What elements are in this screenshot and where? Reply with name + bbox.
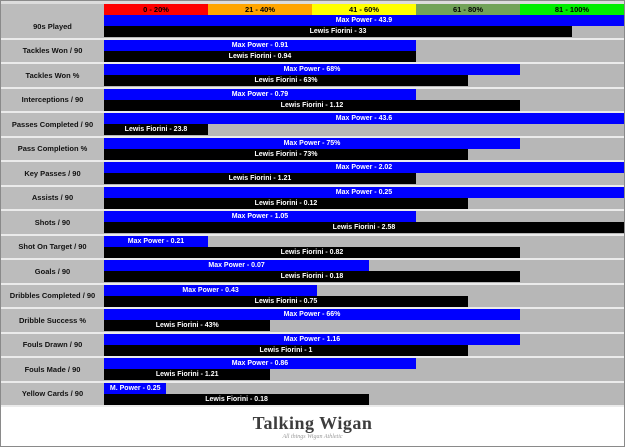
bar-lewis-fiorini: Lewis Fiorini - 73% bbox=[104, 149, 468, 160]
bar-track bbox=[104, 113, 624, 124]
bar-track bbox=[104, 236, 624, 247]
category-group bbox=[1, 138, 624, 163]
bar-track bbox=[104, 64, 624, 75]
bar-lewis-fiorini: Lewis Fiorini - 0.12 bbox=[104, 198, 468, 209]
category-bars bbox=[104, 285, 624, 308]
bar-max-power: Max Power - 2.02 bbox=[104, 162, 624, 173]
bar-track bbox=[104, 51, 624, 62]
bar-track bbox=[104, 149, 624, 160]
category-group bbox=[1, 285, 624, 310]
bar-track bbox=[104, 345, 624, 356]
category-label: Pass Completion % bbox=[1, 138, 104, 161]
legend bbox=[104, 4, 624, 15]
category-label: Shots / 90 bbox=[1, 211, 104, 234]
bar-max-power: Max Power - 68% bbox=[104, 64, 520, 75]
bar-track bbox=[104, 89, 624, 100]
category-bars bbox=[104, 236, 624, 259]
category-bars bbox=[104, 334, 624, 357]
category-group bbox=[1, 187, 624, 212]
bar-lewis-fiorini: Lewis Fiorini - 1 bbox=[104, 345, 468, 356]
bar-lewis-fiorini: Lewis Fiorini - 0.75 bbox=[104, 296, 468, 307]
category-group bbox=[1, 64, 624, 89]
category-group bbox=[1, 113, 624, 138]
category-group bbox=[1, 89, 624, 114]
bar-max-power: Max Power - 0.25 bbox=[104, 187, 624, 198]
bar-lewis-fiorini: Lewis Fiorini - 0.18 bbox=[104, 271, 520, 282]
category-label: Dribble Success % bbox=[1, 309, 104, 332]
bar-lewis-fiorini: Lewis Fiorini - 2.58 bbox=[104, 222, 624, 233]
category-bars bbox=[104, 40, 624, 63]
bar-max-power: Max Power - 43.9 bbox=[104, 15, 624, 26]
category-group bbox=[1, 162, 624, 187]
bar-max-power: M. Power - 0.25 bbox=[104, 383, 166, 394]
category-bars bbox=[104, 187, 624, 210]
bar-lewis-fiorini: Lewis Fiorini - 0.18 bbox=[104, 394, 369, 405]
bar-lewis-fiorini: Lewis Fiorini - 1.21 bbox=[104, 369, 270, 380]
bar-track bbox=[104, 124, 624, 135]
bar-max-power: Max Power - 0.91 bbox=[104, 40, 416, 51]
category-bars bbox=[104, 113, 624, 136]
category-label: Tackles Won % bbox=[1, 64, 104, 87]
category-label: Yellow Cards / 90 bbox=[1, 383, 104, 406]
category-label: Tackles Won / 90 bbox=[1, 40, 104, 63]
bar-track bbox=[104, 162, 624, 173]
category-label: Fouls Drawn / 90 bbox=[1, 334, 104, 357]
category-bars bbox=[104, 162, 624, 185]
category-label: Goals / 90 bbox=[1, 260, 104, 283]
bar-track bbox=[104, 222, 624, 233]
category-group bbox=[1, 211, 624, 236]
bar-track bbox=[104, 138, 624, 149]
category-group bbox=[1, 236, 624, 261]
bar-track bbox=[104, 40, 624, 51]
bar-track bbox=[104, 260, 624, 271]
bar-lewis-fiorini: Lewis Fiorini - 23.8 bbox=[104, 124, 208, 135]
bar-track bbox=[104, 383, 624, 394]
category-group bbox=[1, 383, 624, 408]
footer-brand: Talking Wigan bbox=[252, 412, 373, 433]
legend-item: 21 - 40% bbox=[208, 4, 312, 15]
bar-track bbox=[104, 296, 624, 307]
bar-track bbox=[104, 320, 624, 331]
bar-max-power: Max Power - 0.43 bbox=[104, 285, 317, 296]
bar-track bbox=[104, 100, 624, 111]
bar-track bbox=[104, 285, 624, 296]
category-bars bbox=[104, 358, 624, 381]
legend-item: 41 - 60% bbox=[312, 4, 416, 15]
category-label: 90s Played bbox=[1, 15, 104, 38]
bar-track bbox=[104, 309, 624, 320]
bar-track bbox=[104, 247, 624, 258]
category-group bbox=[1, 309, 624, 334]
category-bars bbox=[104, 64, 624, 87]
legend-spacer bbox=[1, 4, 104, 15]
category-label: Passes Completed / 90 bbox=[1, 113, 104, 136]
bar-track bbox=[104, 26, 624, 37]
bar-track bbox=[104, 358, 624, 369]
bar-track bbox=[104, 15, 624, 26]
bar-track bbox=[104, 75, 624, 86]
category-bars bbox=[104, 211, 624, 234]
bar-lewis-fiorini: Lewis Fiorini - 33 bbox=[104, 26, 572, 37]
bar-max-power: Max Power - 66% bbox=[104, 309, 520, 320]
category-bars bbox=[104, 138, 624, 161]
bar-track bbox=[104, 369, 624, 380]
category-label: Interceptions / 90 bbox=[1, 89, 104, 112]
bar-track bbox=[104, 211, 624, 222]
rows bbox=[1, 15, 624, 407]
footer bbox=[1, 407, 624, 446]
legend-item: 0 - 20% bbox=[104, 4, 208, 15]
category-group bbox=[1, 260, 624, 285]
bar-max-power: Max Power - 1.16 bbox=[104, 334, 520, 345]
bar-track bbox=[104, 173, 624, 184]
category-group bbox=[1, 15, 624, 40]
bar-track bbox=[104, 334, 624, 345]
footer-tagline: All things Wigan Athletic bbox=[282, 433, 343, 440]
category-bars bbox=[104, 260, 624, 283]
bar-lewis-fiorini: Lewis Fiorini - 0.94 bbox=[104, 51, 416, 62]
category-group bbox=[1, 334, 624, 359]
category-label: Dribbles Completed / 90 bbox=[1, 285, 104, 308]
category-bars bbox=[104, 309, 624, 332]
bar-lewis-fiorini: Lewis Fiorini - 1.12 bbox=[104, 100, 520, 111]
category-label: Shot On Target / 90 bbox=[1, 236, 104, 259]
category-label: Key Passes / 90 bbox=[1, 162, 104, 185]
bar-track bbox=[104, 187, 624, 198]
category-label: Fouls Made / 90 bbox=[1, 358, 104, 381]
bar-max-power: Max Power - 43.6 bbox=[104, 113, 624, 124]
category-label: Assists / 90 bbox=[1, 187, 104, 210]
category-bars bbox=[104, 15, 624, 38]
bar-max-power: Max Power - 0.79 bbox=[104, 89, 416, 100]
bar-lewis-fiorini: Lewis Fiorini - 0.82 bbox=[104, 247, 520, 258]
bar-max-power: Max Power - 1.05 bbox=[104, 211, 416, 222]
category-bars bbox=[104, 383, 624, 406]
bar-track bbox=[104, 271, 624, 282]
category-group bbox=[1, 358, 624, 383]
legend-row bbox=[1, 4, 624, 15]
bar-track bbox=[104, 198, 624, 209]
category-bars bbox=[104, 89, 624, 112]
legend-item: 61 - 80% bbox=[416, 4, 520, 15]
bar-max-power: Max Power - 0.21 bbox=[104, 236, 208, 247]
legend-item: 81 - 100% bbox=[520, 4, 624, 15]
bar-lewis-fiorini: Lewis Fiorini - 63% bbox=[104, 75, 468, 86]
category-group bbox=[1, 40, 624, 65]
bar-max-power: Max Power - 75% bbox=[104, 138, 520, 149]
bar-lewis-fiorini: Lewis Fiorini - 1.21 bbox=[104, 173, 416, 184]
bar-max-power: Max Power - 0.86 bbox=[104, 358, 416, 369]
bar-lewis-fiorini: Lewis Fiorini - 43% bbox=[104, 320, 270, 331]
bar-track bbox=[104, 394, 624, 405]
bar-max-power: Max Power - 0.07 bbox=[104, 260, 369, 271]
